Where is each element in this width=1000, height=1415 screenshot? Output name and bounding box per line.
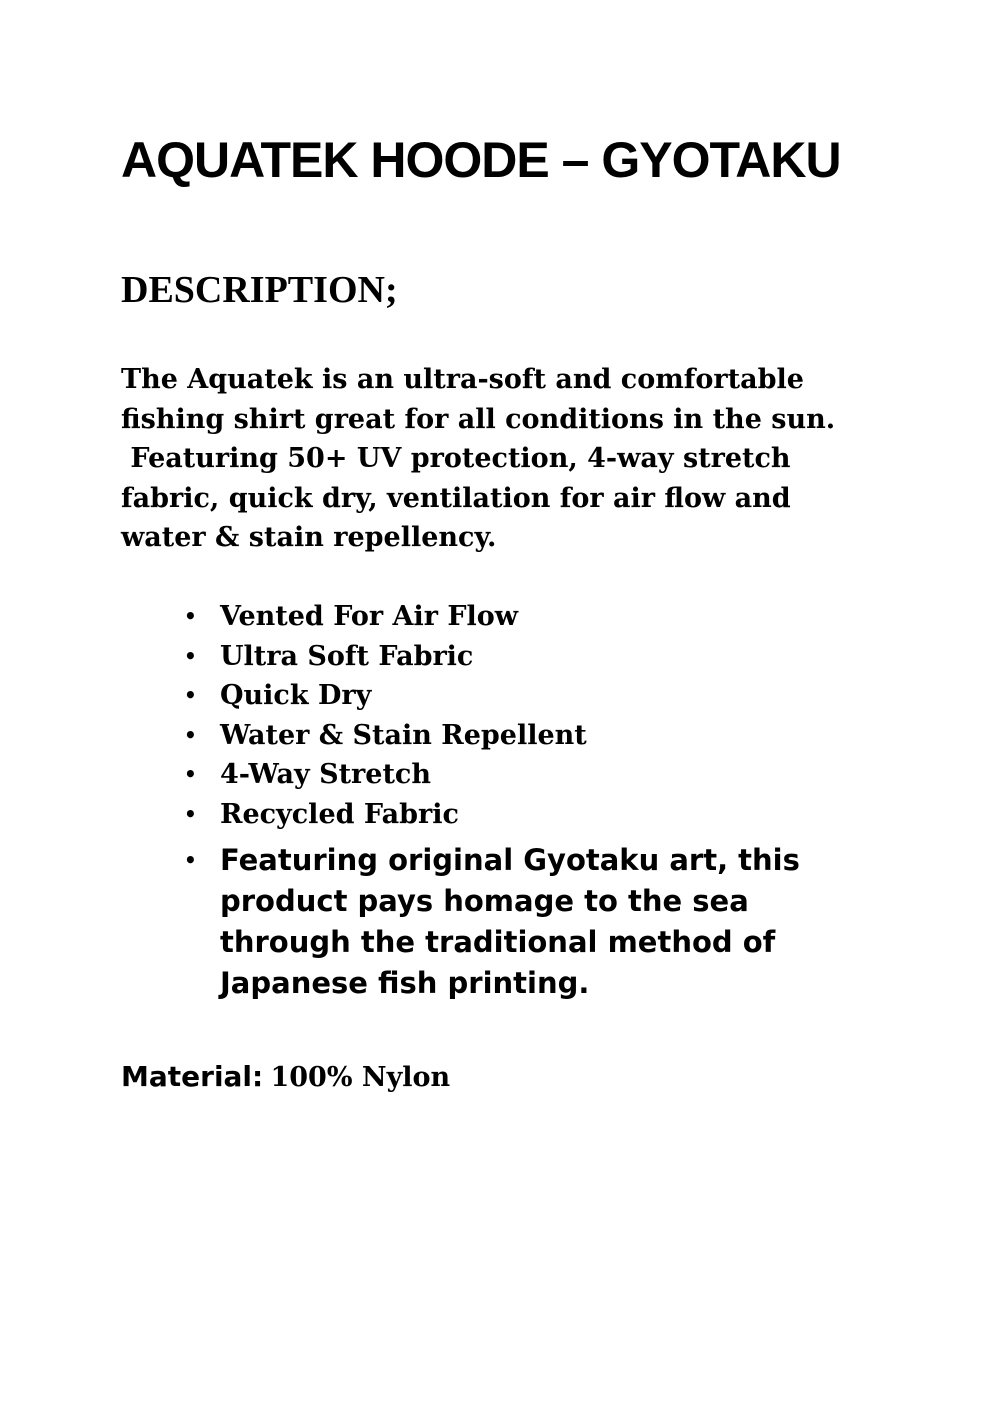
feature-long-line: product pays homage to the sea: [220, 884, 749, 918]
description-line: The Aquatek is an ultra-soft and comfortable: [121, 364, 804, 395]
bullet-icon: •: [184, 604, 197, 628]
description-line: fishing shirt great for all conditions in the sun.: [121, 403, 836, 435]
feature-label: Water & Stain Repellent: [220, 719, 587, 751]
feature-label: Quick Dry: [220, 680, 372, 711]
description-line: fabric, quick dry, ventilation for air flow and: [121, 482, 791, 514]
feature-long-line: Japanese fish printing.: [220, 966, 590, 1000]
material-line: [121, 1057, 450, 1098]
bullet-icon: •: [184, 762, 197, 786]
material-value: 100% Nylon: [270, 1062, 451, 1093]
bullet-icon: •: [184, 848, 197, 872]
list-item-gyotaku-art: [0, 840, 1000, 1004]
list-item: [0, 676, 1000, 716]
list-item: [0, 716, 1000, 756]
list-item: [0, 597, 1000, 637]
description-line: water & stain repellency.: [121, 522, 497, 553]
list-item: [0, 637, 1000, 677]
description-heading: DESCRIPTION;: [121, 269, 398, 311]
feature-label: Recycled Fabric: [220, 798, 459, 830]
list-item: [0, 755, 1000, 795]
product-title: AQUATEK HOODE – GYOTAKU: [121, 132, 841, 188]
feature-list: [0, 597, 1000, 1004]
feature-label: Vented For Air Flow: [220, 601, 519, 632]
bullet-icon: •: [184, 683, 197, 707]
bullet-icon: •: [184, 722, 197, 747]
feature-label: Ultra Soft Fabric: [220, 640, 474, 672]
description-line: Featuring 50+ UV protection, 4-way stretch: [121, 443, 791, 474]
bullet-icon: •: [184, 801, 197, 826]
feature-label: 4-Way Stretch: [220, 759, 431, 790]
description-paragraph: [121, 360, 881, 558]
feature-long-line: through the traditional method of: [220, 925, 776, 959]
list-item: [0, 795, 1000, 835]
material-label: Material:: [121, 1060, 264, 1093]
feature-long-line: Featuring original Gyotaku art, this: [220, 843, 800, 877]
bullet-icon: •: [184, 643, 197, 668]
